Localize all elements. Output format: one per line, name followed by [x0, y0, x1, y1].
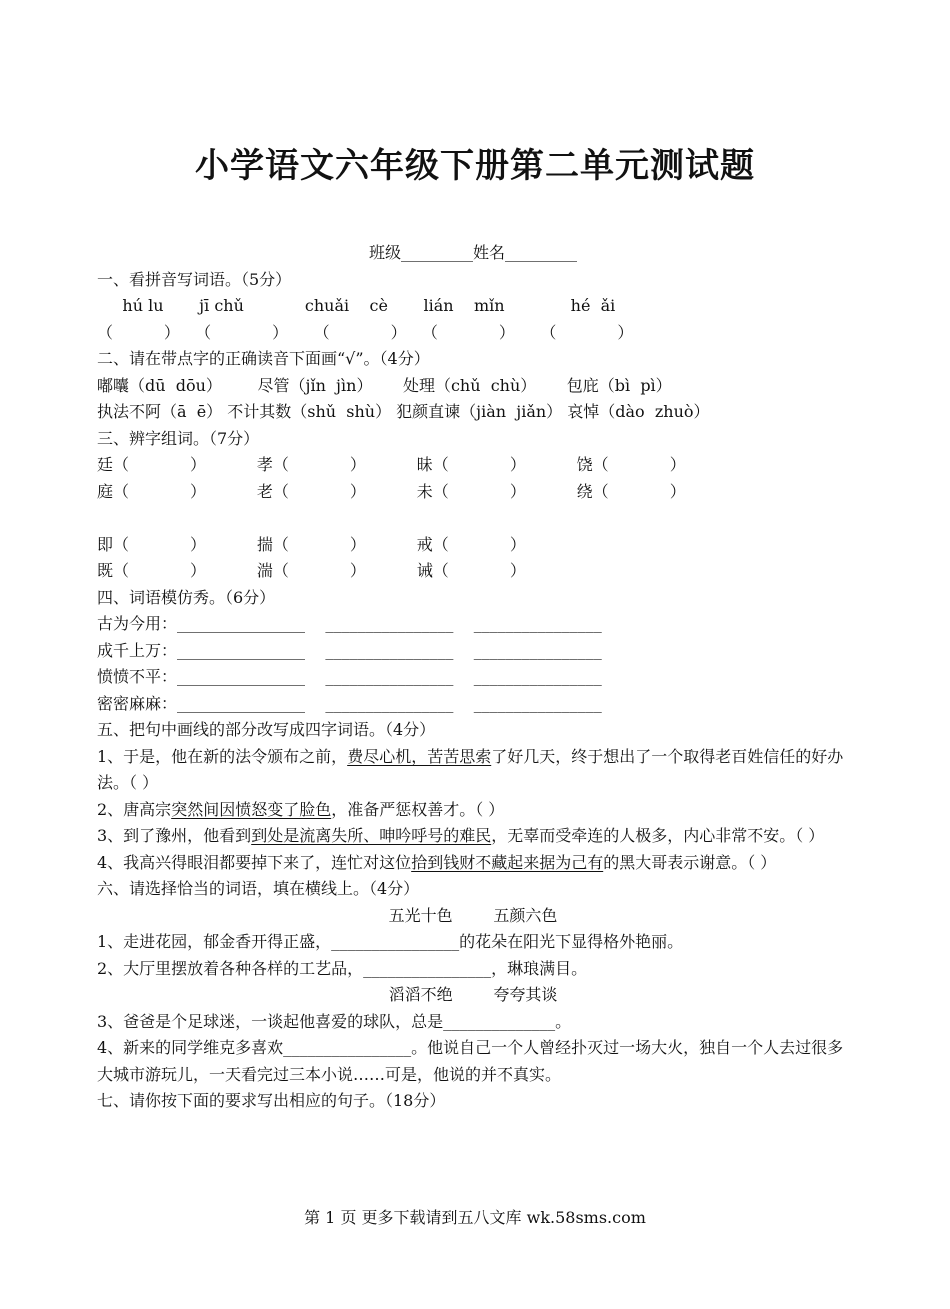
section4-row: 愤愤不平：________________ ________________ ________________ — [97, 667, 602, 686]
section4-row: 成千上万：________________ ________________ ________________ — [97, 640, 602, 660]
section2-row2: 执法不阿（ā ē） 不计其数（shǔ shù） 犯颜直谏（jiàn jiǎn） 哀悼（dào zhuò） — [97, 402, 710, 421]
section1-heading: 一、看拼音写词语。（5分） — [97, 269, 292, 289]
section1-pinyin: hú lu jī chǔ chuǎi cè lián mǐn hé ǎi — [97, 296, 616, 315]
section6-heading: 六、请选择恰当的词语，填在横线上。（4分） — [97, 879, 420, 898]
q2-underlined: 突然间因愤怒变了脸色 — [171, 799, 332, 819]
section5-question2 — [97, 797, 849, 824]
exam-content — [97, 240, 849, 1115]
section4-heading: 四、词语模仿秀。（6分） — [97, 587, 276, 607]
q4-text: 4、我高兴得眼泪都要掉下来了，连忙对这位 — [97, 852, 412, 872]
q4-text-end: 的黑大哥表示谢意。（ ） — [603, 852, 777, 872]
section4-row: 古为今用：________________ ________________ ________________ — [97, 614, 602, 633]
q1-underlined: 费尽心机，苦苦思索 — [347, 746, 492, 766]
q3-text-end: ，无辜而受牵连的人极多，内心非常不安。（ ） — [491, 826, 825, 845]
section3-row1: 廷（ ） 孝（ ） 昧（ ） 饶（ ） — [97, 455, 686, 474]
section2-row1: 嘟囔（dū dōu） 尽管（jǐn jìn） 处理（chǔ chù） 包庇（bì pì） — [97, 375, 672, 395]
q2-text-end: ，准备严惩权善才。（ ） — [331, 799, 505, 819]
section5-question1 — [97, 744, 849, 797]
section4-row: 密密麻麻：________________ ________________ ________________ — [97, 693, 602, 713]
section5-heading: 五、把句中画线的部分改写成四字词语。（4分） — [97, 720, 436, 739]
section3-heading: 三、辨字组词。（7分） — [97, 428, 260, 448]
section1-brackets: （ ） （ ） （ ） （ ） （ ） — [97, 322, 634, 342]
section6-question3: 3、爸爸是个足球迷，一谈起他喜爱的球队，总是______________。 — [97, 1011, 572, 1031]
section6-word-options2: 滔滔不绝 夸夸其谈 — [388, 985, 558, 1004]
q2-text: 2、唐高宗 — [97, 799, 172, 819]
section3-row3: 即（ ） 揣（ ） 戒（ ） — [97, 534, 526, 554]
q1-text-end: 了好几天，终于想出了一个取得老百姓信任的好办法。（ ） — [97, 746, 844, 792]
section5-question4 — [97, 850, 849, 877]
q4-underlined: 拾到钱财不藏起来据为己有 — [411, 852, 604, 872]
page-title: 小学语文六年级下册第二单元测试题 — [195, 146, 755, 186]
section5-question3 — [97, 823, 849, 850]
section2-heading: 二、请在带点字的正确读音下面画“√”。（4分） — [97, 349, 430, 368]
q3-text: 3、到了豫州，他看到 — [97, 826, 252, 845]
section7-heading: 七、请你按下面的要求写出相应的句子。（18分） — [97, 1091, 446, 1110]
section6-word-options1: 五光十色 五颜六色 — [388, 905, 558, 925]
section6-question1: 1、走进花园，郁金香开得正盛，________________的花朵在阳光下显得格外艳丽。 — [97, 932, 684, 951]
q1-text: 1、于是，他在新的法令颁布之前， — [97, 746, 348, 766]
section6-question4: 4、新来的同学维克多喜欢________________。他说自己一个人曾经扑灭过一场大火，独自一个人去过很多大城市游玩儿，一天看完过三本小说……可是，他说的并不真实。 — [97, 1038, 844, 1084]
section3-row4: 既（ ） 湍（ ） 诫（ ） — [97, 561, 526, 580]
section3-spacer — [97, 505, 849, 532]
section6-question2: 2、大厅里摆放着各种各样的工艺品，________________，琳琅满目。 — [97, 958, 588, 978]
q3-underlined: 到处是流离失所、呻吟呼号的难民 — [251, 826, 492, 845]
section3-row2: 庭（ ） 老（ ） 未（ ） 绕（ ） — [97, 481, 686, 501]
page-footer: 第 1 页 更多下载请到五八文库 wk.58sms.com — [304, 1208, 646, 1227]
class-name-line: 班级_________姓名_________ — [368, 243, 577, 262]
